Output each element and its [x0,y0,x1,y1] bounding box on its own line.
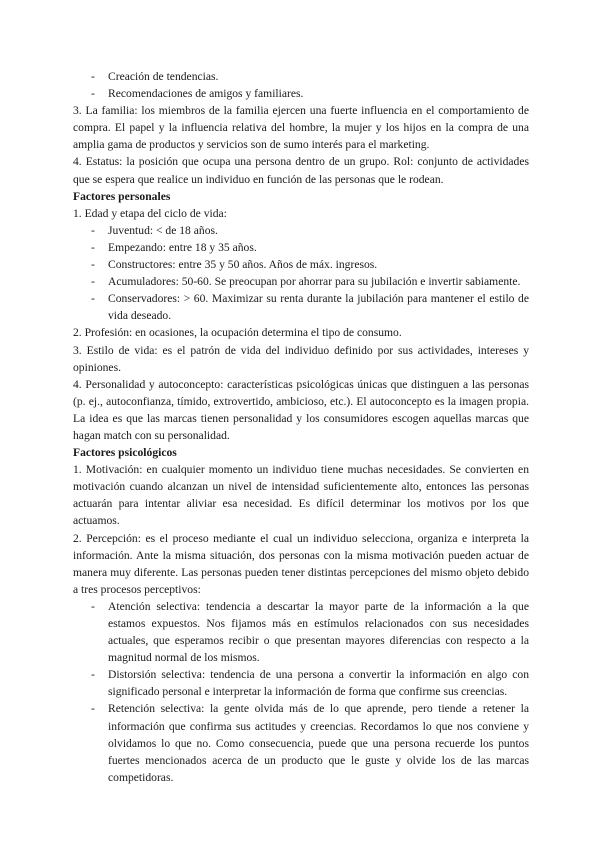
heading-factores-personales: Factores personales [73,189,171,203]
list-item: - Constructores: entre 35 y 50 años. Años de máx. ingresos. [91,256,529,273]
list-item: - Recomendaciones de amigos y familiares. [91,85,529,102]
age-stage-list [73,222,529,325]
list-item: - Retención selectiva: la gente olvida más de lo que aprende, pero tiende a retener la información que confirma sus actitudes y creencias. Recordamos lo que nos conviene y olvidamos lo que no. Como consecuencia, puede que una persona recuerde los puntos fuertes mencionados acerca de un producto que le guste y olvide los de las marcas competidoras. [91,700,529,785]
list-item: - Atención selectiva: tendencia a descartar la mayor parte de la información a la que estamos expuestos. Nos fijamos más en estímulos relacionados con sus necesidades actuales, que esperamos recibir o que presentan mayores diferencias con respecto a la magnitud normal de los mismos. [91,598,529,666]
list-item: - Creación de tendencias. [91,68,529,85]
list-item: - Juventud: < de 18 años. [91,222,529,239]
trend-bullet-list [73,68,529,102]
paragraph-estilo-de-vida: 3. Estilo de vida: es el patrón de vida del individuo definido por sus actividades, intereses y opiniones. [73,343,529,374]
list-item: - Conservadores: > 60. Maximizar su renta durante la jubilación para mantener el estilo de vida deseado. [91,290,529,324]
heading-factores-psicologicos: Factores psicológicos [73,446,177,460]
paragraph-motivacion: 1. Motivación: en cualquier momento un individuo tiene muchas necesidades. Se convierten en motivación cuando alcanzan un nivel de intensidad suficientemente alto, entonces las personas actuarán para intentar aliviar esa necesidad. Es difícil determinar los motivos por los que actuamos. [73,463,529,528]
paragraph-personalidad: 4. Personalidad y autoconcepto: características psicológicas únicas que distinguen a las personas (p. ej., autoconfianza, tímido, extrovertido, ambicioso, etc.). El autoconcepto es la imagen propia. La idea es que las marcas tienen personalidad y los consumidores escogen aquellas marcas que hagan match con su personalidad. [73,377,529,442]
perception-process-list [73,598,529,786]
list-item: - Distorsión selectiva: tendencia de una persona a convertir la información en algo con significado personal e interpretar la información de forma que confirme sus creencias. [91,666,529,700]
list-item: - Empezando: entre 18 y 35 años. [91,239,529,256]
list-item: - Acumuladores: 50-60. Se preocupan por ahorrar para su jubilación e invertir sabiamente. [91,273,529,290]
paragraph-edad: 1. Edad y etapa del ciclo de vida: [73,206,227,220]
document-page [73,68,529,786]
paragraph-familia: 3. La familia: los miembros de la familia ejercen una fuerte influencia en el comportamiento de compra. El papel y la influencia relativa del hombre, la mujer y los hijos en la compra de una amplia gama de productos y servicios son de sumo interés para el marketing. [73,104,529,152]
paragraph-profesion: 2. Profesión: en ocasiones, la ocupación determina el tipo de consumo. [73,326,402,340]
paragraph-estatus: 4. Estatus: la posición que ocupa una persona dentro de un grupo. Rol: conjunto de actividades que se espera que realice un individuo en función de las personas que le rodean. [73,155,529,186]
paragraph-percepcion: 2. Percepción: es el proceso mediante el cual un individuo selecciona, organiza e interpreta la información. Ante la misma situación, dos personas con la misma motivación pueden actuar de manera muy diferente. Las personas pueden tener distintas percepciones del mismo objeto debido a tres procesos perceptivos: [73,531,529,596]
